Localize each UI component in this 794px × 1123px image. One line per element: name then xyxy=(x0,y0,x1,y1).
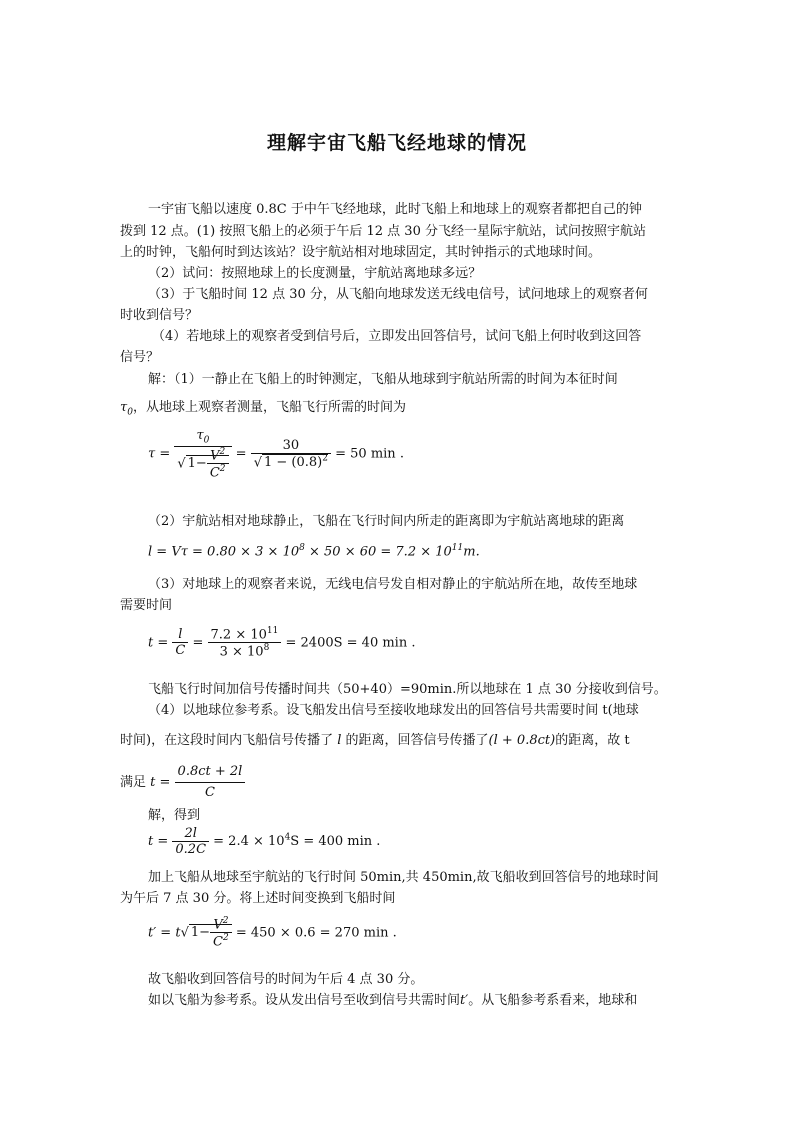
fraction-distance: $\frac{7.2 \times 10^{11}}{3 \times 10^8}$ xyxy=(208,626,282,660)
equation-3: t = $\frac{l}{C}$ = $\frac{7.2 \times 10^{11}}{3 \times 10^8}$ = 2400S = 40 min . xyxy=(148,626,416,660)
solution-line-12: 故飞船收到回答信号的时间为午后 4 点 30 分。 xyxy=(148,972,424,987)
equation-6: t′ = t√ 1− $\frac{V^2}{C^2}$ = 450 × 0.6 = 270 min . xyxy=(148,916,397,950)
problem-line-1: 一宇宙飞船以速度 0.8C 于中午飞经地球，此时飞船上和地球上的观察者都把自己的钟 xyxy=(148,202,642,217)
solution-line-1: 解：（1）一静止在飞船上的时钟测定，飞船从地球到宇航站所需的时间为本征时间 xyxy=(148,372,618,387)
fraction-30: $\frac{30}{√ 1 - (0.8)^2}$ xyxy=(251,438,331,470)
equation-5: t = $\frac{2l}{0.2C}$ = $2.4 \times 10^4S = 400$ min . xyxy=(148,826,381,857)
problem-line-2: 拨到 12 点。(1) 按照飞船上的必须于午后 12 点 30 分飞经一星际宇航站，试问按照宇航站 xyxy=(120,224,646,239)
solution-line-2: $\tau_0$，从地球上观察者测量，飞船飞行所需的时间为 xyxy=(120,400,406,418)
problem-line-3: 上的时钟，飞船何时到达该站？设宇航站相对地球固定，其时钟指示的式地球时间。 xyxy=(120,245,602,260)
solution-line-4: （3）对地球上的观察者来说，无线电信号发自相对静止的宇航站所在地，故传至地球 xyxy=(148,577,638,592)
fraction-l-c: $\frac{l}{C}$ xyxy=(172,627,188,658)
solution-line-8: 时间)，在这段时间内飞船信号传播了 l 的距离，回答信号传播了(l + 0.8ct)的距离，故 t xyxy=(120,733,630,748)
solution-line-7: （4）以地球位参考系。设飞船发出信号至接收地球发出的回答信号共需要时间 t(地球 xyxy=(148,703,639,718)
problem-line-4: （2）试问：按照地球上的长度测量，宇航站离地球多远？ xyxy=(148,266,482,281)
fraction-t-condition: $\frac{0.8ct + 2l}{C}$ xyxy=(175,762,246,803)
equation-1: τ = $\tau_0$ √ 1− $\frac{V^2}{C^2}$ = $\frac{30}{√ 1 - (0.8)^2}$ = 50 min . xyxy=(148,428,404,481)
problem-line-8: 信号？ xyxy=(120,350,160,365)
solution-line-6: 飞船飞行时间加信号传播时间共（50+40）=90min.所以地球在 1 点 30 分接收到信号。 xyxy=(148,682,667,697)
page-title: 理解宇宙飞船飞经地球的情况 xyxy=(266,132,527,154)
solution-line-9: 解，得到 xyxy=(148,808,201,823)
solution-line-13: 如以飞船为参考系。设从发出信号至收到信号共需时间t′。从飞船参考系看来，地球和 xyxy=(148,993,638,1008)
fraction-2l: $\frac{2l}{0.2C}$ xyxy=(172,826,209,857)
equation-4-line: 满足 t = $\frac{0.8ct + 2l}{C}$ xyxy=(120,762,680,803)
problem-line-6: 时收到信号？ xyxy=(120,308,199,323)
problem-line-5: （3）于飞船时间 12 点 30 分，从飞船向地球发送无线电信号，试问地球上的观察者何 xyxy=(148,287,648,302)
equation-2: $l = V\tau = 0.80 \times 3 \times 10^8 \times 50 \times 60 = 7.2 \times 10^{11}m$. xyxy=(148,543,480,560)
fraction-tau: $\tau_0$ √ 1− $\frac{V^2}{C^2}$ xyxy=(174,428,231,480)
solution-line-5: 需要时间 xyxy=(120,598,173,613)
solution-line-10: 加上飞船从地球至宇航站的飞行时间 50min,共 450min,故飞船收到回答信号的地球时间 xyxy=(148,870,659,885)
problem-line-7: （4）若地球上的观察者受到信号后，立即发出回答信号，试问飞船上何时收到这回答 xyxy=(152,329,642,344)
tau0-symbol: $\tau_0$ xyxy=(120,400,133,418)
solution-line-3: （2）宇航站相对地球静止，飞船在飞行时间内所走的距离即为宇航站离地球的距离 xyxy=(148,514,625,529)
solution-line-11: 为午后 7 点 30 分。将上述时间变换到飞船时间 xyxy=(120,891,396,906)
